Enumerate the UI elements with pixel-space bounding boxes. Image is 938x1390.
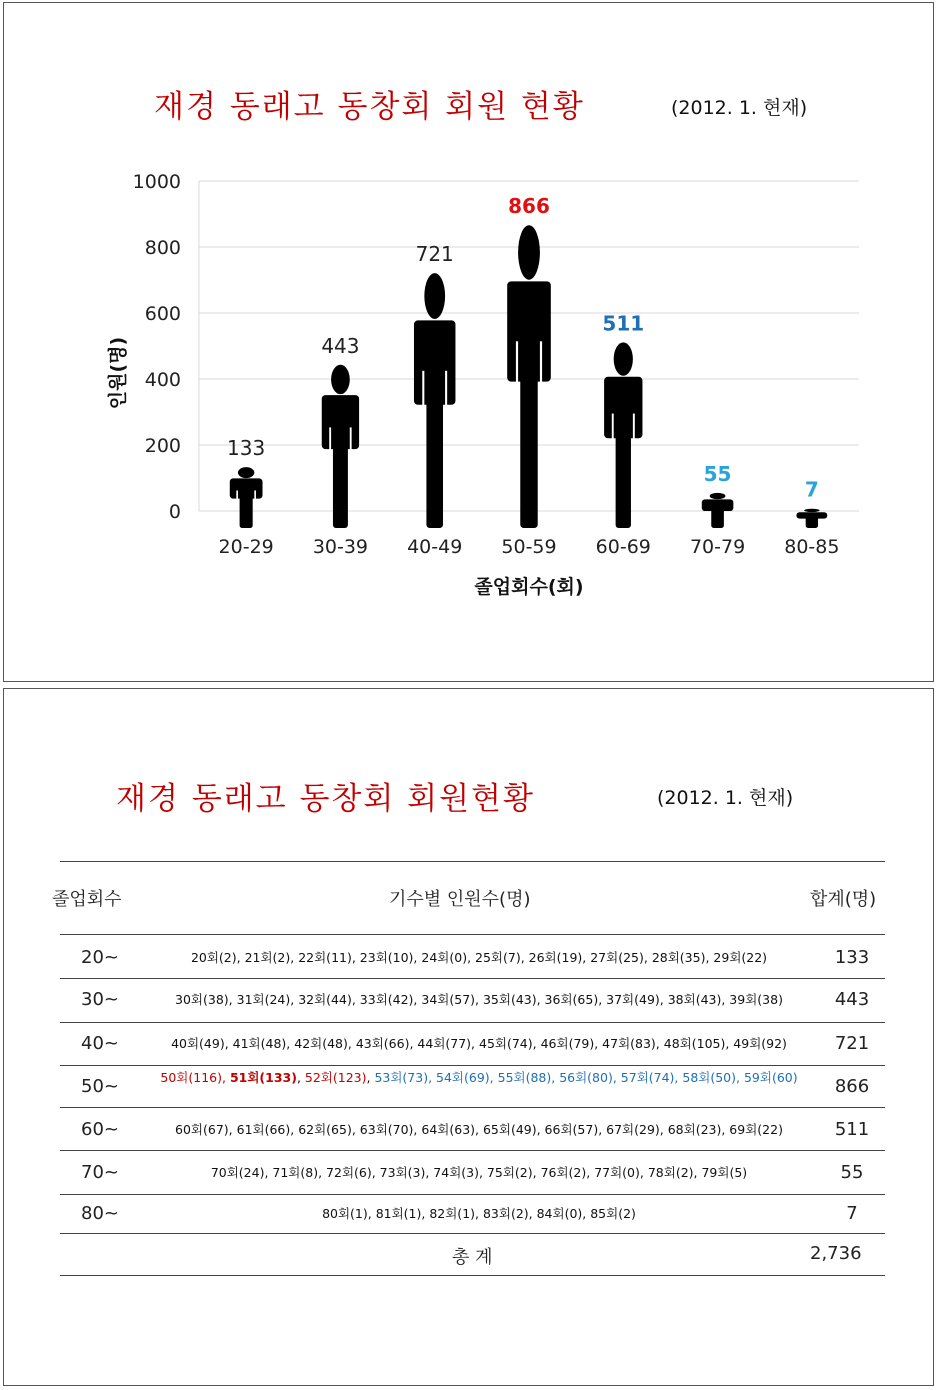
row-detail: 20회(2), 21회(2), 22회(11), 23회(10), 24회(0), 25회(7), 26회(19), 27회(25), 28회(35), 29회(22): [190, 950, 768, 965]
data-label-40-49: 721: [415, 242, 454, 267]
row-total: 721: [834, 1033, 870, 1054]
detail-part: ,: [366, 1070, 375, 1085]
x-tick-label-20-29: 20-29: [218, 536, 274, 558]
person-bar-20-29: [230, 467, 263, 528]
x-tick-label-40-49: 40-49: [407, 536, 463, 558]
detail-part: 53회(73), 54회(69), 55회(88), 56회(80), 57회(74), 58회(50), 59회(60): [374, 1070, 798, 1085]
row-rule: [60, 978, 885, 979]
row-total: 55: [840, 1162, 864, 1183]
row-detail: 60회(67), 61회(66), 62회(65), 63회(70), 64회(63), 65회(49), 66회(57), 67회(29), 68회(23), 69회(22): [175, 1122, 783, 1137]
header-graduation: 졸업회수: [52, 889, 122, 910]
x-tick-label-60-69: 60-69: [595, 536, 651, 558]
detail-part: 50회(116),: [160, 1070, 230, 1085]
row-rule: [60, 1107, 885, 1108]
detail-part-highlight: 51회(133): [229, 1070, 297, 1085]
table-bottom-rule: [60, 1275, 885, 1276]
table-subtitle: (2012. 1. 현재): [657, 787, 794, 809]
header-detail: 기수별 인원수(명): [389, 889, 531, 910]
person-bar-70-79: [702, 493, 734, 528]
row-rule: [60, 1065, 885, 1066]
header-total: 합계(명): [810, 889, 877, 910]
y-axis-title: 인원(명): [107, 336, 129, 410]
row-rule: [60, 1194, 885, 1195]
detail-part: 52회(123): [304, 1070, 367, 1085]
row-detail: 70회(24), 71회(8), 72회(6), 73회(3), 74회(3), 75회(2), 76회(2), 77회(0), 78회(2), 79회(5): [210, 1165, 748, 1180]
row-total: 133: [834, 947, 870, 968]
row-rule: [60, 1022, 885, 1023]
row-detail: 80회(1), 81회(1), 82회(1), 83회(2), 84회(0), 85회(2): [322, 1206, 636, 1221]
person-bar-30-39: [322, 365, 359, 528]
data-label-80-85: 7: [804, 477, 819, 502]
row-detail: [134, 1070, 824, 1086]
data-label-20-29: 133: [227, 436, 266, 461]
row-total: 443: [834, 989, 870, 1010]
data-label-70-79: 55: [703, 461, 732, 486]
row-label: 20~: [81, 947, 119, 968]
y-tick-label: 0: [168, 501, 181, 523]
person-bar-40-49: [414, 273, 455, 528]
row-rule: [60, 1150, 885, 1151]
y-tick-label: 800: [144, 237, 181, 259]
chart-subtitle: (2012. 1. 현재): [671, 97, 808, 119]
table-slide: [3, 688, 934, 1386]
row-label: 60~: [81, 1119, 119, 1140]
row-label: 40~: [81, 1033, 119, 1054]
row-detail: 30회(38), 31회(24), 32회(44), 33회(42), 34회(57), 35회(43), 36회(65), 37회(49), 38회(43), 39회(38): [175, 992, 783, 1007]
detail-part: ,: [296, 1070, 305, 1085]
row-rule: [60, 1233, 885, 1234]
table-top-rule: [60, 861, 885, 862]
table-header-rule: [60, 934, 885, 935]
row-label: 80~: [81, 1203, 119, 1224]
person-bar-80-85: [796, 509, 827, 528]
row-label: 50~: [81, 1076, 119, 1097]
x-tick-label-30-39: 30-39: [312, 536, 369, 558]
person-bar-50-59: [507, 225, 551, 528]
x-tick-label-50-59: 50-59: [501, 536, 557, 558]
row-label: 30~: [81, 989, 119, 1010]
person-bar-60-69: [604, 342, 642, 528]
x-axis-title: 졸업회수(회): [474, 576, 584, 598]
row-total: 511: [834, 1119, 870, 1140]
y-tick-label: 200: [144, 435, 181, 457]
row-detail: 40회(49), 41회(48), 42회(48), 43회(66), 44회(77), 45회(74), 46회(79), 47회(83), 48회(105), 49회(92): [171, 1036, 787, 1051]
grand-total-label: 총 계: [452, 1247, 493, 1268]
grand-total-value: 2,736: [810, 1243, 862, 1264]
x-tick-label-70-79: 70-79: [689, 536, 746, 558]
row-label: 70~: [81, 1162, 119, 1183]
row-total: 866: [834, 1076, 870, 1097]
table-title: 재경 동래고 동창회 회원현황: [116, 781, 535, 817]
y-tick-label: 600: [144, 303, 181, 325]
data-label-60-69: 511: [602, 311, 645, 336]
y-tick-label: 1000: [132, 171, 181, 193]
data-label-50-59: 866: [508, 194, 550, 219]
chart-title: 재경 동래고 동창회 회원 현황: [154, 89, 585, 125]
x-tick-label-80-85: 80-85: [784, 536, 840, 558]
chart-slide: [3, 2, 934, 682]
data-label-30-39: 443: [321, 333, 360, 358]
people-bar-chart: [4, 3, 933, 681]
row-total: 7: [846, 1203, 858, 1224]
y-tick-label: 400: [144, 369, 181, 391]
